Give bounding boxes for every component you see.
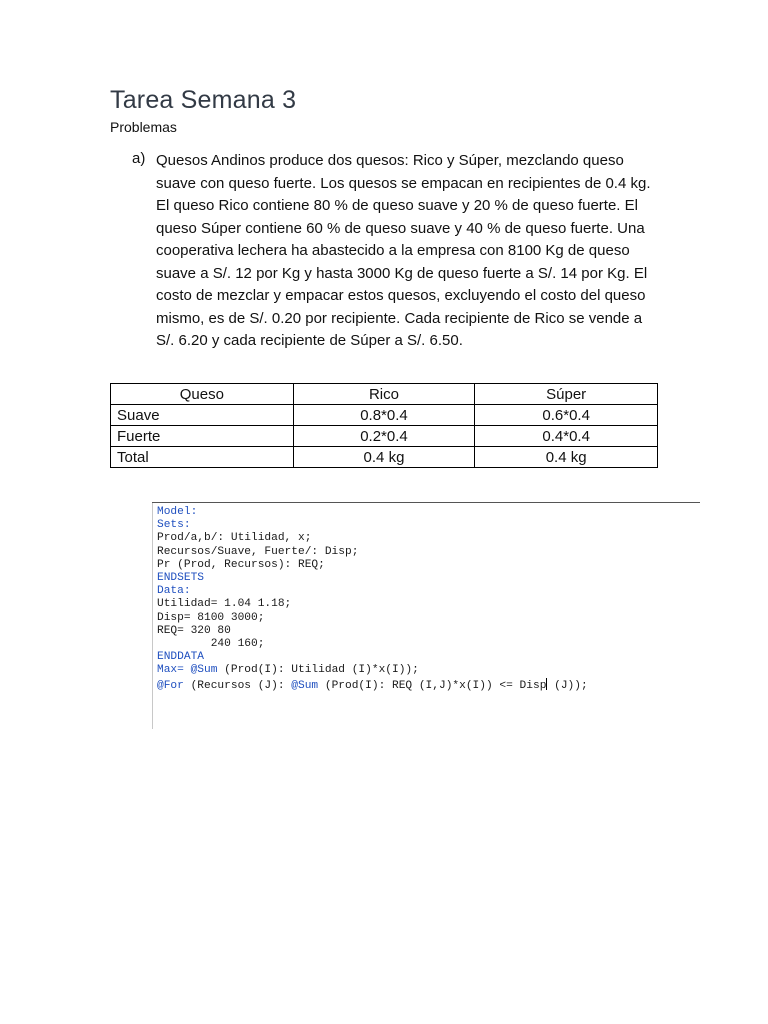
table-cell: Fuerte (111, 426, 294, 447)
code-line-max (157, 664, 419, 676)
table-cell: Total (111, 447, 294, 468)
table-cell: Suave (111, 405, 294, 426)
lingo-code-screenshot (152, 502, 700, 729)
page-title: Tarea Semana 3 (110, 86, 297, 114)
table-cell: 0.4 kg (293, 447, 475, 468)
table-cell: 0.2*0.4 (293, 426, 475, 447)
code-keyword: @Sum (291, 679, 319, 692)
code-keyword: @Sum (190, 664, 218, 677)
table-header-cell: Queso (111, 384, 294, 405)
problem-text: Quesos Andinos produce dos quesos: Rico y Súper, mezclando queso suave con queso fuerte. Los quesos se empacan en recipientes de 0.4 kg. El queso Rico contiene 80 % de queso suave y 20 % de queso fuerte. El queso Súper contiene 60 % de queso suave y 40 % de queso fuerte. Una cooperativa lechera ha abastecido a la empresa con 8100 Kg de queso suave a S/. 12 por Kg y hasta 3000 Kg de queso fuerte a S/. 14 por Kg. El costo de mezclar y empacar estos quesos, excluyendo el costo del queso mismo, es de S/. 0.20 por recipiente. Cada recipiente de Rico se vende a S/. 6.20 y cada recipiente de Súper a S/. 6.50. (156, 152, 651, 349)
code-line: Disp= 8100 3000; (157, 611, 265, 624)
table-cell: 0.8*0.4 (293, 405, 475, 426)
code-text: (Prod(I): REQ (I,J)*x(I)) <= Disp (318, 679, 547, 692)
cheese-composition-table (110, 383, 658, 468)
code-block (157, 506, 588, 693)
code-line: Data: (157, 585, 191, 598)
code-line: Model: (157, 506, 198, 518)
table-row (111, 426, 658, 447)
code-line: Prod/a,b/: Utilidad, x; (157, 532, 312, 545)
code-line: 240 160; (157, 638, 265, 651)
table-cell: 0.4 kg (475, 447, 658, 468)
code-line: Recursos/Suave, Fuerte/: Disp; (157, 545, 359, 558)
code-line: ENDDATA (157, 651, 204, 664)
table-row (111, 405, 658, 426)
code-text: (J)); (547, 679, 588, 692)
code-text (184, 664, 191, 676)
table-header-cell: Rico (293, 384, 475, 405)
code-line: Sets: (157, 519, 191, 532)
table-cell: 0.6*0.4 (475, 405, 658, 426)
code-keyword: @For (157, 679, 184, 692)
table-row (111, 447, 658, 468)
subtitle: Problemas (110, 119, 177, 135)
table-header-cell: Súper (475, 384, 658, 405)
code-text: (Recursos (J): (183, 679, 292, 692)
table-cell: 0.4*0.4 (475, 426, 658, 447)
code-line: REQ= 320 80 (157, 624, 231, 637)
code-keyword: Max= (157, 664, 184, 677)
problem-marker: a) (132, 150, 146, 167)
code-text: (Prod(I): Utilidad (I)*x(I)); (217, 664, 419, 677)
code-line-for (157, 680, 588, 692)
code-line: ENDSETS (157, 572, 204, 585)
code-line: Pr (Prod, Recursos): REQ; (157, 558, 325, 571)
table-header-row (111, 384, 658, 405)
code-line: Utilidad= 1.04 1.18; (157, 598, 292, 611)
